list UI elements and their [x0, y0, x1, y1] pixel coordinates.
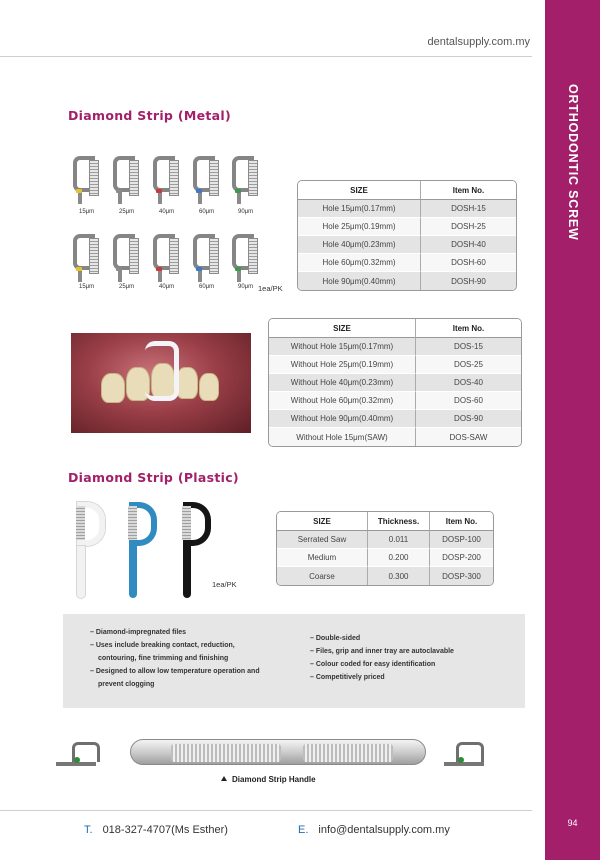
clinical-photo — [71, 333, 251, 433]
table-cell: Hole 60μm(0.32mm) — [298, 254, 420, 272]
table-cell: DOS-90 — [415, 410, 521, 428]
table-cell: DOS-15 — [415, 338, 521, 356]
feature-item: – Diamond-impregnated files — [90, 626, 275, 639]
metal-strip-caption: 15μm — [79, 284, 95, 290]
table-header-cell: Item No. — [415, 319, 521, 338]
table-cell: DOSP-200 — [429, 549, 493, 567]
metal-strip-caption: 25μm — [119, 284, 135, 290]
metal-pack-label: 1ea/PK — [258, 284, 283, 293]
table-cell: Medium — [277, 549, 367, 567]
table-cell: DOSH-90 — [420, 272, 516, 290]
metal-strip-caption: 60μm — [199, 209, 215, 215]
table-cell: Hole 15μm(0.17mm) — [298, 200, 420, 218]
table-header-cell: SIZE — [277, 512, 367, 531]
table-cell: Hole 40μm(0.23mm) — [298, 236, 420, 254]
handle-caption-text: Diamond Strip Handle — [232, 775, 316, 784]
metal-strip-caption: 40μm — [159, 284, 175, 290]
metal-strip-image — [153, 156, 177, 204]
table-cell: Without Hole 15μm(0.17mm) — [269, 338, 415, 356]
website-url[interactable]: dentalsupply.com.my — [427, 36, 530, 48]
table-cell: DOS-60 — [415, 392, 521, 410]
table-cell: DOSP-100 — [429, 531, 493, 549]
table-cell: DOS-25 — [415, 356, 521, 374]
plastic-strip-black-image — [183, 502, 211, 598]
metal-strip-image — [193, 234, 217, 282]
table-cell: DOSP-300 — [429, 567, 493, 585]
table-header-cell: Thickness. — [367, 512, 429, 531]
handle-caption — [221, 775, 316, 784]
table-cell: Without Hole 40μm(0.23mm) — [269, 374, 415, 392]
table-cell: 0.011 — [367, 531, 429, 549]
metal-strip-caption: 25μm — [119, 209, 135, 215]
table-row — [269, 374, 521, 392]
metal-strip-image — [232, 234, 256, 282]
plastic-section-title: Diamond Strip (Plastic) — [68, 470, 239, 485]
phone-number: 018-327-4707(Ms Esther) — [102, 824, 228, 836]
metal-strip-image — [153, 234, 177, 282]
metal-hole-table — [297, 180, 517, 291]
table-cell: 0.300 — [367, 567, 429, 585]
table-cell: DOS-40 — [415, 374, 521, 392]
table-row — [298, 236, 516, 254]
features-box — [63, 614, 525, 708]
side-tab — [545, 0, 600, 860]
feature-item: – Double-sided — [310, 632, 515, 645]
metal-no-hole-table — [268, 318, 522, 447]
table-row — [277, 549, 493, 567]
table-header-row — [269, 319, 521, 338]
top-divider — [0, 56, 532, 57]
email-address: info@dentalsupply.com.my — [318, 824, 450, 836]
triangle-icon — [221, 776, 227, 781]
table-header-cell: Item No. — [429, 512, 493, 531]
metal-strip-image — [232, 156, 256, 204]
table-row — [269, 428, 521, 446]
email-contact[interactable] — [298, 824, 450, 836]
phone-key: T. — [84, 824, 93, 836]
table-row — [298, 254, 516, 272]
handle-clamp-right-image — [444, 742, 484, 766]
table-cell: Without Hole 90μm(0.40mm) — [269, 410, 415, 428]
metal-strip-caption: 15μm — [79, 209, 95, 215]
table-cell: Without Hole 25μm(0.19mm) — [269, 356, 415, 374]
plastic-pack-label: 1ea/PK — [212, 580, 237, 589]
feature-item: – Uses include breaking contact, reduction, contouring, fine trimming and finishing — [90, 639, 275, 665]
metal-strip-image — [73, 234, 97, 282]
metal-strip-image — [113, 234, 137, 282]
diamond-strip-handle-image — [130, 739, 426, 765]
table-row — [277, 531, 493, 549]
page-number: 94 — [567, 818, 578, 828]
table-row — [298, 272, 516, 290]
table-cell: 0.200 — [367, 549, 429, 567]
email-key: E. — [298, 824, 309, 836]
plastic-strip-blue-image — [129, 502, 157, 598]
table-row — [269, 392, 521, 410]
metal-strip-image — [193, 156, 217, 204]
table-row — [298, 218, 516, 236]
feature-item: – Files, grip and inner tray are autoclavable — [310, 645, 515, 658]
table-header-row — [277, 512, 493, 531]
table-row — [269, 410, 521, 428]
table-cell: Without Hole 60μm(0.32mm) — [269, 392, 415, 410]
table-row — [269, 338, 521, 356]
table-cell: Coarse — [277, 567, 367, 585]
metal-strip-caption: 40μm — [159, 209, 175, 215]
metal-section-title: Diamond Strip (Metal) — [68, 108, 231, 123]
table-cell: Hole 90μm(0.40mm) — [298, 272, 420, 290]
table-cell: DOSH-60 — [420, 254, 516, 272]
table-header-cell: Item No. — [420, 181, 516, 200]
metal-strip-caption: 90μm — [238, 209, 254, 215]
feature-item: – Designed to allow low temperature operation and prevent clogging — [90, 665, 275, 691]
table-header-cell: SIZE — [298, 181, 420, 200]
table-header-row — [298, 181, 516, 200]
table-row — [298, 200, 516, 218]
metal-strip-image — [73, 156, 97, 204]
side-tab-title: ORTHODONTIC SCREW — [566, 84, 580, 241]
metal-strip-image — [113, 156, 137, 204]
table-cell: Hole 25μm(0.19mm) — [298, 218, 420, 236]
plastic-strip-white-image — [77, 502, 105, 598]
bottom-divider — [0, 810, 532, 811]
features-list-left — [90, 626, 275, 691]
handle-clamp-left-image — [56, 742, 100, 766]
table-cell: Without Hole 15μm(SAW) — [269, 428, 415, 446]
feature-item: – Colour coded for easy identification — [310, 658, 515, 671]
features-list-right — [310, 632, 515, 684]
feature-item: – Competitively priced — [310, 671, 515, 684]
table-row — [269, 356, 521, 374]
table-cell: DOS-SAW — [415, 428, 521, 446]
phone-contact[interactable] — [84, 824, 228, 836]
table-cell: Serrated Saw — [277, 531, 367, 549]
table-cell: DOSH-40 — [420, 236, 516, 254]
table-row — [277, 567, 493, 585]
metal-strip-caption: 60μm — [199, 284, 215, 290]
plastic-strip-table — [276, 511, 494, 586]
metal-strip-caption: 90μm — [238, 284, 254, 290]
table-cell: DOSH-15 — [420, 200, 516, 218]
table-cell: DOSH-25 — [420, 218, 516, 236]
table-header-cell: SIZE — [269, 319, 415, 338]
